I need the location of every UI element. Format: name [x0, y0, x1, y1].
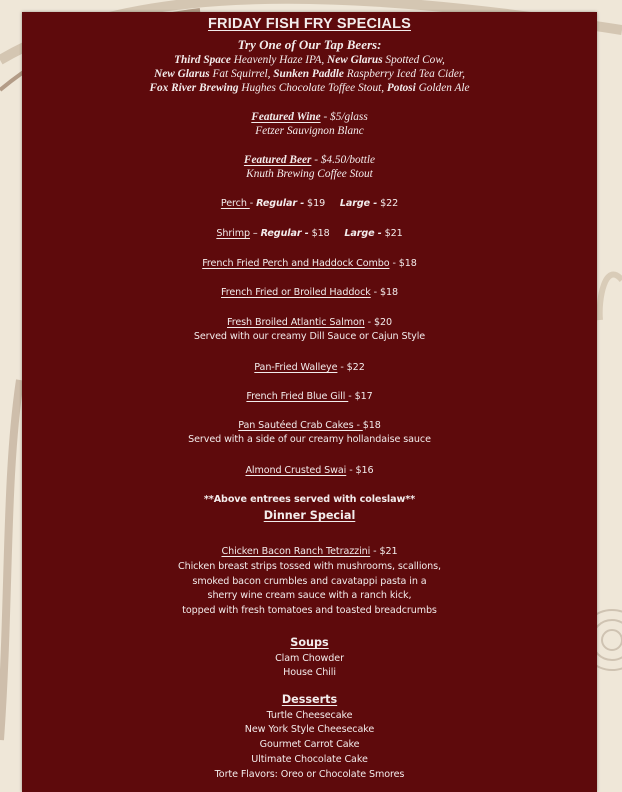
- entree-crab-desc: Served with a side of our creamy hollandaise sauce: [188, 434, 431, 445]
- entree-price: - $21: [370, 546, 398, 557]
- brewery-name: Sunken Paddle: [273, 68, 344, 80]
- entree-salmon: [22, 317, 597, 328]
- tap-beers-line-3: [22, 82, 597, 94]
- beer-name: Fat Squirrel,: [209, 68, 274, 80]
- brewery-name: Third Space: [174, 54, 231, 66]
- desserts-heading-text: Desserts: [281, 693, 338, 706]
- coleslaw-note: **Above entrees served with coleslaw**: [203, 494, 416, 505]
- dinner-special-heading-text: Dinner Special: [263, 509, 356, 522]
- dessert-item: Gourmet Carrot Cake: [259, 739, 360, 750]
- soups-heading-text: Soups: [290, 636, 329, 649]
- featured-beer-price: - $4.50/bottle: [311, 154, 376, 166]
- brewery-name: Fox River Brewing: [149, 82, 239, 94]
- entree-name: Perch: [220, 198, 250, 209]
- entree-walleye: [22, 362, 597, 373]
- separator: –: [249, 228, 261, 239]
- entree-price: - $18: [389, 258, 417, 269]
- entree-name: Pan Sautéed Crab Cakes -: [238, 420, 363, 431]
- featured-beer-name: Knuth Brewing Coffee Stout: [246, 168, 373, 180]
- featured-wine-price: - $5/glass: [320, 111, 368, 123]
- dinner-special-desc-line: smoked bacon crumbles and cavatappi pasta in a: [192, 576, 427, 587]
- entree-crab: [22, 420, 597, 431]
- dessert-item: Ultimate Chocolate Cake: [251, 754, 368, 765]
- tap-beers-line-2: [22, 68, 597, 80]
- dessert-item: Torte Flavors: Oreo or Chocolate Smores: [214, 769, 405, 780]
- entree-name: French Fried Perch and Haddock Combo: [202, 258, 390, 269]
- dinner-special-heading: [22, 509, 597, 522]
- entree-haddock: [22, 287, 597, 298]
- entree-combo: [22, 258, 597, 269]
- beer-name: Golden Ale: [415, 82, 470, 94]
- dinner-special-desc-line: Chicken breast strips tossed with mushrooms, scallions,: [177, 561, 442, 572]
- dessert-item: New York Style Cheesecake: [244, 724, 375, 735]
- brewery-name: Potosi: [386, 82, 416, 94]
- price-large: $22: [377, 198, 399, 209]
- dinner-special-item: [22, 546, 597, 557]
- separator: -: [249, 198, 257, 209]
- entree-name: Fresh Broiled Atlantic Salmon: [227, 317, 365, 328]
- dinner-special-desc-line: sherry wine cream sauce with a ranch kick,: [207, 590, 412, 601]
- entree-name: Shrimp: [216, 228, 250, 239]
- entree-name: Chicken Bacon Ranch Tetrazzini: [221, 546, 371, 557]
- entree-name: Almond Crusted Swai: [245, 465, 347, 476]
- entree-swai: [22, 465, 597, 476]
- brewery-name: New Glarus: [154, 68, 210, 80]
- size-regular: Regular -: [260, 228, 309, 239]
- menu-title: [22, 16, 597, 32]
- featured-beer: [22, 154, 597, 166]
- entree-name: French Fried Blue Gill: [246, 391, 349, 402]
- beer-name: Hughes Chocolate Toffee Stout,: [238, 82, 387, 94]
- size-regular: Regular -: [256, 198, 305, 209]
- entree-price: - $16: [346, 465, 374, 476]
- price-large: $21: [381, 228, 403, 239]
- entree-name: Pan-Fried Walleye: [254, 362, 338, 373]
- tap-beers-heading: Try One of Our Tap Beers:: [237, 37, 382, 52]
- beer-name: Spotted Cow,: [382, 54, 445, 66]
- menu-card: [22, 12, 597, 792]
- entree-price: $18: [362, 420, 381, 431]
- dinner-special-desc-line: topped with fresh tomatoes and toasted breadcrumbs: [182, 605, 437, 616]
- dessert-item: Turtle Cheesecake: [266, 710, 353, 721]
- entree-name: French Fried or Broiled Haddock: [221, 287, 371, 298]
- size-large: Large -: [339, 198, 378, 209]
- soup-item: Clam Chowder: [275, 653, 344, 664]
- soup-item: House Chili: [283, 667, 336, 678]
- size-large: Large -: [344, 228, 382, 239]
- brewery-name: New Glarus: [327, 54, 383, 66]
- menu-title-text: FRIDAY FISH FRY SPECIALS: [207, 16, 411, 32]
- desserts-heading: [22, 693, 597, 706]
- entree-bluegill: [22, 391, 597, 402]
- featured-wine-name: Fetzer Sauvignon Blanc: [255, 125, 364, 137]
- entree-salmon-desc: Served with our creamy Dill Sauce or Cajun Style: [193, 331, 426, 342]
- entree-perch: [22, 198, 597, 209]
- soups-heading: [22, 636, 597, 649]
- entree-price: - $22: [337, 362, 365, 373]
- entree-shrimp: [22, 228, 597, 239]
- featured-wine-label: Featured Wine: [251, 111, 321, 123]
- entree-price: - $18: [370, 287, 398, 298]
- featured-beer-label: Featured Beer: [243, 154, 312, 166]
- tap-beers-line-1: [22, 54, 597, 66]
- price-regular: $19: [304, 198, 340, 209]
- price-regular: $18: [308, 228, 345, 239]
- beer-name: Raspberry Iced Tea Cider,: [343, 68, 465, 80]
- entree-price: - $20: [364, 317, 392, 328]
- beer-name: Heavenly Haze IPA,: [230, 54, 328, 66]
- entree-price: - $17: [348, 391, 373, 402]
- featured-wine: [22, 111, 597, 123]
